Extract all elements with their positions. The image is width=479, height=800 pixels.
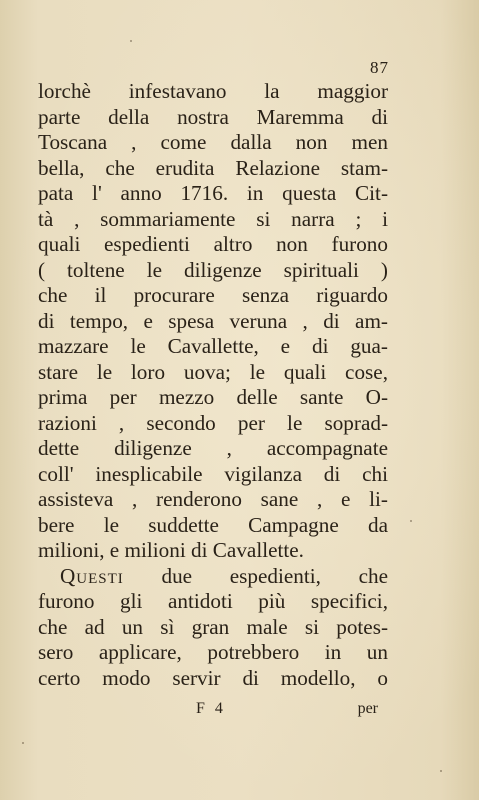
text-line: che ad un sì gran male si potes- [38,614,388,639]
text-line: bella, che erudita Relazione stam- [38,155,388,180]
text-line: prima per mezzo delle sante O- [38,385,388,409]
page-number: 87 [370,58,389,77]
text-line: furono gli antidoti più specifici, [38,589,388,613]
paragraph-initial-word: Questi [60,563,124,588]
text-line: sero applicare, potrebbero in un [38,640,388,664]
text-line: dette diligenze , accompagnate [38,436,388,460]
text-line: assisteva , renderono sane , e li- [38,487,388,511]
text-line: Toscana , come dalla non men [38,130,388,154]
paragraph-opening-line [38,564,388,590]
text-line: mazzare le Cavallette, e di gua- [38,334,388,358]
text-line: pata l' anno 1716. in questa Cit- [38,181,388,205]
signature-mark: F 4 [196,700,226,717]
text-line: quali espedienti altro non furono [38,232,388,256]
body-text [38,79,388,691]
catchword: per [357,700,378,717]
text-line: parte della nostra Maremma di [38,104,388,129]
text-line: bere le suddette Campagne da [38,512,388,537]
page-footer [38,700,388,720]
text-line: certo modo servir di modello, o [38,665,388,690]
text-line: milioni, e milioni di Cavallette. [38,538,304,562]
text-line: che il procurare senza riguardo [38,283,388,307]
text-line: coll' inesplicabile vigilanza di chi [38,461,388,486]
paper-speck [440,770,442,772]
paper-speck [410,520,412,522]
paragraph-opening-rest: due espedienti, che [161,563,388,588]
paper-speck [22,742,24,744]
text-line: tà , sommariamente si narra ; i [38,206,388,231]
text-line: razioni , secondo per le soprad- [38,410,388,435]
paper-speck [130,40,132,42]
text-line: di tempo, e spesa veruna , di am- [38,308,388,333]
text-line: stare le loro uova; le quali cose, [38,359,388,384]
text-line: lorchè infestavano la maggior [38,79,388,103]
text-line: ( toltene le diligenze spirituali ) [38,257,388,282]
